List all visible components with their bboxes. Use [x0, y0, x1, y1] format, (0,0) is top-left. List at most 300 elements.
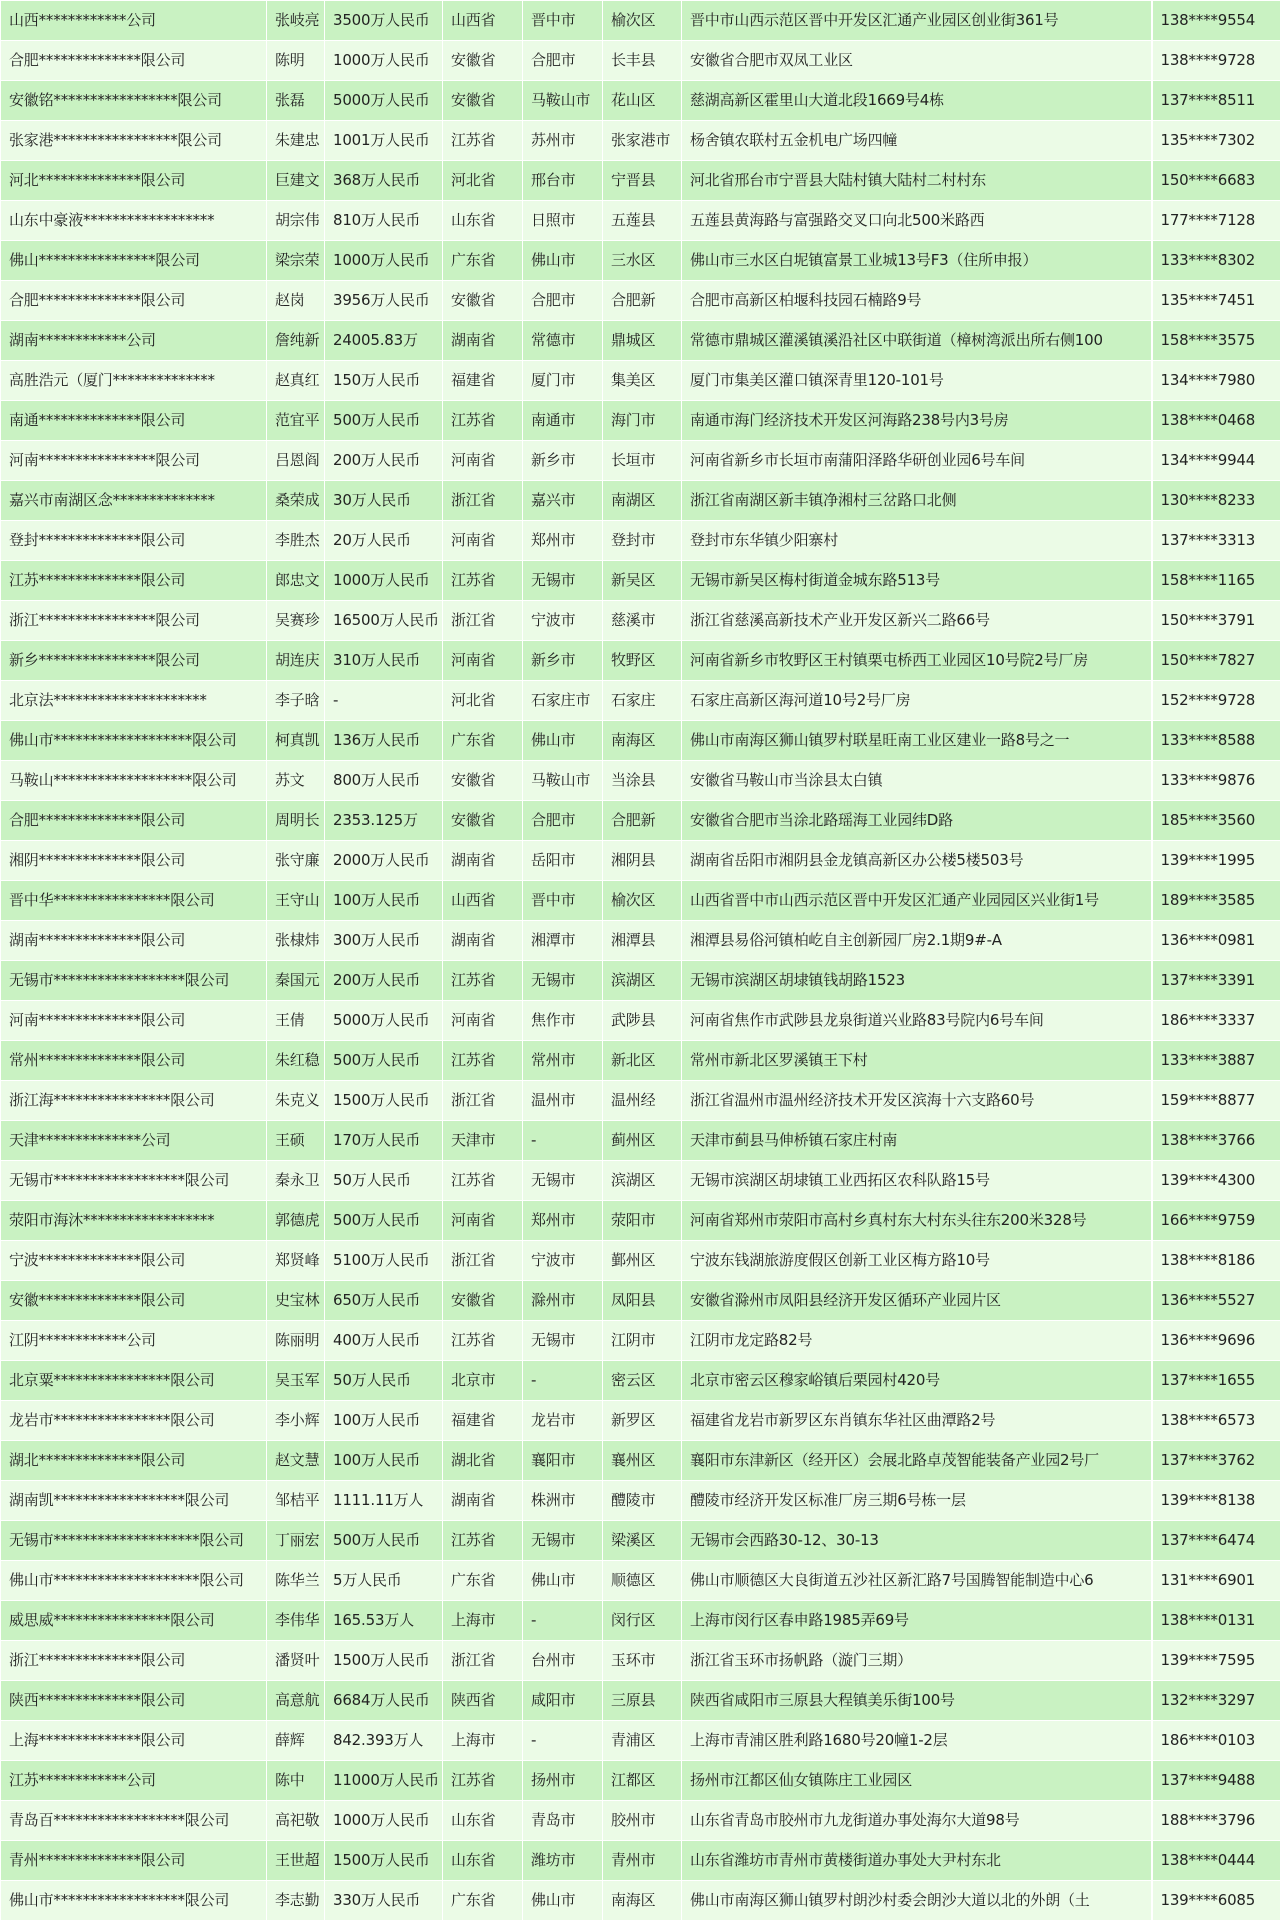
table-row[interactable]	[1, 1401, 1280, 1441]
city-cell: 邢台市	[523, 161, 603, 201]
address-cell: 福建省龙岩市新罗区东肖镇东华社区曲潭路2号	[682, 1401, 1152, 1441]
legal-person-cell: 李子晗	[267, 681, 325, 721]
company-cell: 佛山市********************限公司	[1, 1561, 267, 1601]
registered-capital-cell: 20万人民币	[325, 521, 443, 561]
table-row[interactable]	[1, 41, 1280, 81]
district-cell: 顺德区	[603, 1561, 682, 1601]
phone-cell: 133****8302	[1152, 241, 1280, 281]
province-cell: 安徽省	[443, 281, 523, 321]
province-cell: 安徽省	[443, 801, 523, 841]
city-cell: 合肥市	[523, 41, 603, 81]
legal-person-cell: 李小辉	[267, 1401, 325, 1441]
registered-capital-cell: 1111.11万人	[325, 1481, 443, 1521]
table-row[interactable]	[1, 1881, 1280, 1921]
province-cell: 江苏省	[443, 401, 523, 441]
company-cell: 佛山市*******************限公司	[1, 721, 267, 761]
province-cell: 河北省	[443, 681, 523, 721]
city-cell: 温州市	[523, 1081, 603, 1121]
address-cell: 山东省潍坊市青州市黄楼街道办事处大尹村东北	[682, 1841, 1152, 1881]
company-cell: 马鞍山*******************限公司	[1, 761, 267, 801]
registered-capital-cell: 500万人民币	[325, 1521, 443, 1561]
district-cell: 青浦区	[603, 1721, 682, 1761]
address-cell: 河南省新乡市牧野区王村镇栗屯桥西工业园区10号院2号厂房	[682, 641, 1152, 681]
address-cell: 河北省邢台市宁晋县大陆村镇大陆村二村村东	[682, 161, 1152, 201]
phone-cell: 158****3575	[1152, 321, 1280, 361]
table-row[interactable]	[1, 1761, 1280, 1801]
province-cell: 湖南省	[443, 921, 523, 961]
address-cell: 天津市蓟县马伸桥镇石家庄村南	[682, 1121, 1152, 1161]
phone-cell: 136****5527	[1152, 1281, 1280, 1321]
province-cell: 安徽省	[443, 761, 523, 801]
legal-person-cell: 王倩	[267, 1001, 325, 1041]
legal-person-cell: 张守廉	[267, 841, 325, 881]
table-row[interactable]	[1, 1641, 1280, 1681]
phone-cell: 138****8186	[1152, 1241, 1280, 1281]
district-cell: 宁晋县	[603, 161, 682, 201]
table-row[interactable]	[1, 1801, 1280, 1841]
table-row[interactable]	[1, 641, 1280, 681]
province-cell: 广东省	[443, 1881, 523, 1921]
table-row[interactable]	[1, 441, 1280, 481]
phone-cell: 134****9944	[1152, 441, 1280, 481]
address-cell: 无锡市新吴区梅村街道金城东路513号	[682, 561, 1152, 601]
table-row[interactable]	[1, 241, 1280, 281]
district-cell: 集美区	[603, 361, 682, 401]
city-cell: -	[523, 1121, 603, 1161]
district-cell: 牧野区	[603, 641, 682, 681]
company-cell: 浙江**************限公司	[1, 1641, 267, 1681]
phone-cell: 136****9696	[1152, 1321, 1280, 1361]
district-cell: 五莲县	[603, 201, 682, 241]
registered-capital-cell: 1000万人民币	[325, 561, 443, 601]
legal-person-cell: 朱克义	[267, 1081, 325, 1121]
legal-person-cell: 王世超	[267, 1841, 325, 1881]
district-cell: 海门市	[603, 401, 682, 441]
table-row[interactable]	[1, 201, 1280, 241]
city-cell: 扬州市	[523, 1761, 603, 1801]
table-row[interactable]	[1, 81, 1280, 121]
district-cell: 滨湖区	[603, 1161, 682, 1201]
registered-capital-cell: 100万人民币	[325, 1441, 443, 1481]
province-cell: 浙江省	[443, 1641, 523, 1681]
table-row[interactable]	[1, 1561, 1280, 1601]
table-row[interactable]	[1, 1521, 1280, 1561]
company-cell: 青岛百******************限公司	[1, 1801, 267, 1841]
district-cell: 武陟县	[603, 1001, 682, 1041]
address-cell: 厦门市集美区灌口镇深青里120-101号	[682, 361, 1152, 401]
legal-person-cell: 吴玉军	[267, 1361, 325, 1401]
company-cell: 合肥**************限公司	[1, 801, 267, 841]
phone-cell: 138****0444	[1152, 1841, 1280, 1881]
address-cell: 扬州市江都区仙女镇陈庄工业园区	[682, 1761, 1152, 1801]
table-row[interactable]	[1, 1, 1280, 41]
city-cell: 合肥市	[523, 801, 603, 841]
district-cell: 登封市	[603, 521, 682, 561]
district-cell: 合肥新	[603, 801, 682, 841]
company-cell: 无锡市********************限公司	[1, 1521, 267, 1561]
district-cell: 蓟州区	[603, 1121, 682, 1161]
address-cell: 河南省郑州市荥阳市高村乡真村东大村东头往东200米328号	[682, 1201, 1152, 1241]
company-cell: 上海**************限公司	[1, 1721, 267, 1761]
table-row[interactable]	[1, 801, 1280, 841]
phone-cell: 138****3766	[1152, 1121, 1280, 1161]
province-cell: 山西省	[443, 881, 523, 921]
city-cell: 郑州市	[523, 521, 603, 561]
legal-person-cell: 张岐亮	[267, 1, 325, 41]
phone-cell: 137****8511	[1152, 81, 1280, 121]
city-cell: 咸阳市	[523, 1681, 603, 1721]
district-cell: 长垣市	[603, 441, 682, 481]
registered-capital-cell: 5100万人民币	[325, 1241, 443, 1281]
city-cell: 佛山市	[523, 721, 603, 761]
company-cell: 湖南************公司	[1, 321, 267, 361]
registered-capital-cell: 1001万人民币	[325, 121, 443, 161]
province-cell: 广东省	[443, 721, 523, 761]
table-row[interactable]	[1, 1721, 1280, 1761]
registered-capital-cell: 1000万人民币	[325, 41, 443, 81]
company-cell: 常州**************限公司	[1, 1041, 267, 1081]
city-cell: 无锡市	[523, 1321, 603, 1361]
table-row[interactable]	[1, 1681, 1280, 1721]
province-cell: 福建省	[443, 1401, 523, 1441]
table-row[interactable]	[1, 361, 1280, 401]
company-cell: 晋中华****************限公司	[1, 881, 267, 921]
registered-capital-cell: 500万人民币	[325, 1201, 443, 1241]
table-row[interactable]	[1, 161, 1280, 201]
address-cell: 佛山市三水区白坭镇富景工业城13号F3（住所申报）	[682, 241, 1152, 281]
phone-cell: 166****9759	[1152, 1201, 1280, 1241]
registered-capital-cell: 1500万人民币	[325, 1841, 443, 1881]
table-row[interactable]	[1, 1841, 1280, 1881]
legal-person-cell: 巨建文	[267, 161, 325, 201]
table-row[interactable]	[1, 1121, 1280, 1161]
phone-cell: 137****3391	[1152, 961, 1280, 1001]
district-cell: 南湖区	[603, 481, 682, 521]
table-row[interactable]	[1, 601, 1280, 641]
phone-cell: 133****3887	[1152, 1041, 1280, 1081]
registered-capital-cell: 11000万人民币	[325, 1761, 443, 1801]
province-cell: 湖南省	[443, 841, 523, 881]
province-cell: 河南省	[443, 441, 523, 481]
province-cell: 陕西省	[443, 1681, 523, 1721]
phone-cell: 139****4300	[1152, 1161, 1280, 1201]
phone-cell: 133****9876	[1152, 761, 1280, 801]
city-cell: 青岛市	[523, 1801, 603, 1841]
city-cell: 马鞍山市	[523, 81, 603, 121]
registered-capital-cell: 368万人民币	[325, 161, 443, 201]
legal-person-cell: 王守山	[267, 881, 325, 921]
address-cell: 无锡市滨湖区胡埭镇钱胡路1523	[682, 961, 1152, 1001]
phone-cell: 159****8877	[1152, 1081, 1280, 1121]
table-row[interactable]	[1, 321, 1280, 361]
table-row[interactable]	[1, 841, 1280, 881]
table-row[interactable]	[1, 1481, 1280, 1521]
table-row[interactable]	[1, 1041, 1280, 1081]
registered-capital-cell: -	[325, 681, 443, 721]
province-cell: 湖南省	[443, 1481, 523, 1521]
district-cell: 新北区	[603, 1041, 682, 1081]
company-cell: 青州**************限公司	[1, 1841, 267, 1881]
company-cell: 湖南**************限公司	[1, 921, 267, 961]
district-cell: 江都区	[603, 1761, 682, 1801]
table-row[interactable]	[1, 561, 1280, 601]
district-cell: 新吴区	[603, 561, 682, 601]
table-row[interactable]	[1, 681, 1280, 721]
table-row[interactable]	[1, 1161, 1280, 1201]
city-cell: 郑州市	[523, 1201, 603, 1241]
district-cell: 醴陵市	[603, 1481, 682, 1521]
district-cell: 榆次区	[603, 881, 682, 921]
phone-cell: 134****7980	[1152, 361, 1280, 401]
phone-cell: 177****7128	[1152, 201, 1280, 241]
city-cell: 马鞍山市	[523, 761, 603, 801]
company-cell: 嘉兴市南湖区念**************	[1, 481, 267, 521]
city-cell: 佛山市	[523, 241, 603, 281]
legal-person-cell: 丁丽宏	[267, 1521, 325, 1561]
legal-person-cell: 周明长	[267, 801, 325, 841]
table-row[interactable]	[1, 721, 1280, 761]
table-row[interactable]	[1, 1001, 1280, 1041]
registered-capital-cell: 310万人民币	[325, 641, 443, 681]
company-cell: 江阴************公司	[1, 1321, 267, 1361]
registered-capital-cell: 6684万人民币	[325, 1681, 443, 1721]
city-cell: 南通市	[523, 401, 603, 441]
address-cell: 醴陵市经济开发区标准厂房三期6号栋一层	[682, 1481, 1152, 1521]
province-cell: 湖南省	[443, 321, 523, 361]
table-body	[1, 1, 1280, 1921]
company-cell: 威思威****************限公司	[1, 1601, 267, 1641]
city-cell: -	[523, 1601, 603, 1641]
table-row[interactable]	[1, 1361, 1280, 1401]
address-cell: 合肥市高新区柏堰科技园石楠路9号	[682, 281, 1152, 321]
province-cell: 山西省	[443, 1, 523, 41]
legal-person-cell: 郑贤峰	[267, 1241, 325, 1281]
district-cell: 荥阳市	[603, 1201, 682, 1241]
province-cell: 河南省	[443, 521, 523, 561]
province-cell: 福建省	[443, 361, 523, 401]
registered-capital-cell: 170万人民币	[325, 1121, 443, 1161]
district-cell: 湘潭县	[603, 921, 682, 961]
address-cell: 北京市密云区穆家峪镇后栗园村420号	[682, 1361, 1152, 1401]
district-cell: 玉环市	[603, 1641, 682, 1681]
company-cell: 陕西**************限公司	[1, 1681, 267, 1721]
table-row[interactable]	[1, 401, 1280, 441]
legal-person-cell: 陈中	[267, 1761, 325, 1801]
table-row[interactable]	[1, 1441, 1280, 1481]
province-cell: 上海市	[443, 1601, 523, 1641]
company-cell: 荥阳市海沐******************	[1, 1201, 267, 1241]
legal-person-cell: 苏文	[267, 761, 325, 801]
registered-capital-cell: 5万人民币	[325, 1561, 443, 1601]
table-row[interactable]	[1, 1601, 1280, 1641]
table-row[interactable]	[1, 761, 1280, 801]
address-cell: 安徽省滁州市凤阳县经济开发区循环产业园片区	[682, 1281, 1152, 1321]
table-row[interactable]	[1, 1081, 1280, 1121]
address-cell: 浙江省慈溪高新技术产业开发区新兴二路66号	[682, 601, 1152, 641]
address-cell: 浙江省温州市温州经济技术开发区滨海十六支路60号	[682, 1081, 1152, 1121]
province-cell: 广东省	[443, 241, 523, 281]
phone-cell: 185****3560	[1152, 801, 1280, 841]
city-cell: 日照市	[523, 201, 603, 241]
registered-capital-cell: 30万人民币	[325, 481, 443, 521]
legal-person-cell: 胡连庆	[267, 641, 325, 681]
table-row[interactable]	[1, 1321, 1280, 1361]
address-cell: 晋中市山西示范区晋中开发区汇通产业园区创业街361号	[682, 1, 1152, 41]
province-cell: 江苏省	[443, 961, 523, 1001]
registered-capital-cell: 150万人民币	[325, 361, 443, 401]
legal-person-cell: 赵真红	[267, 361, 325, 401]
legal-person-cell: 张磊	[267, 81, 325, 121]
legal-person-cell: 桑荣成	[267, 481, 325, 521]
company-cell: 江苏**************限公司	[1, 561, 267, 601]
legal-person-cell: 陈华兰	[267, 1561, 325, 1601]
phone-cell: 135****7302	[1152, 121, 1280, 161]
registered-capital-cell: 5000万人民币	[325, 81, 443, 121]
address-cell: 南通市海门经济技术开发区河海路238号内3号房	[682, 401, 1152, 441]
legal-person-cell: 朱建忠	[267, 121, 325, 161]
company-cell: 宁波**************限公司	[1, 1241, 267, 1281]
legal-person-cell: 薛辉	[267, 1721, 325, 1761]
province-cell: 浙江省	[443, 601, 523, 641]
phone-cell: 186****3337	[1152, 1001, 1280, 1041]
registered-capital-cell: 5000万人民币	[325, 1001, 443, 1041]
address-cell: 安徽省合肥市双凤工业区	[682, 41, 1152, 81]
province-cell: 浙江省	[443, 481, 523, 521]
table-row[interactable]	[1, 881, 1280, 921]
table-row[interactable]	[1, 1201, 1280, 1241]
legal-person-cell: 郎忠文	[267, 561, 325, 601]
phone-cell: 135****7451	[1152, 281, 1280, 321]
legal-person-cell: 陈明	[267, 41, 325, 81]
city-cell: 株洲市	[523, 1481, 603, 1521]
province-cell: 天津市	[443, 1121, 523, 1161]
registered-capital-cell: 400万人民币	[325, 1321, 443, 1361]
table-row[interactable]	[1, 281, 1280, 321]
city-cell: 台州市	[523, 1641, 603, 1681]
province-cell: 安徽省	[443, 1281, 523, 1321]
legal-person-cell: 李伟华	[267, 1601, 325, 1641]
district-cell: 三水区	[603, 241, 682, 281]
district-cell: 慈溪市	[603, 601, 682, 641]
company-cell: 江苏************公司	[1, 1761, 267, 1801]
phone-cell: 158****1165	[1152, 561, 1280, 601]
district-cell: 江阴市	[603, 1321, 682, 1361]
registered-capital-cell: 16500万人民币	[325, 601, 443, 641]
city-cell: 厦门市	[523, 361, 603, 401]
registered-capital-cell: 1500万人民币	[325, 1641, 443, 1681]
city-cell: 无锡市	[523, 561, 603, 601]
table-row[interactable]	[1, 1241, 1280, 1281]
address-cell: 佛山市顺德区大良街道五沙社区新汇路7号国腾智能制造中心6	[682, 1561, 1152, 1601]
district-cell: 榆次区	[603, 1, 682, 41]
province-cell: 江苏省	[443, 1521, 523, 1561]
address-cell: 无锡市会西路30-12、30-13	[682, 1521, 1152, 1561]
table-row[interactable]	[1, 121, 1280, 161]
province-cell: 上海市	[443, 1721, 523, 1761]
address-cell: 陕西省咸阳市三原县大程镇美乐街100号	[682, 1681, 1152, 1721]
company-cell: 北京粟****************限公司	[1, 1361, 267, 1401]
city-cell: -	[523, 1721, 603, 1761]
company-cell: 湘阴**************限公司	[1, 841, 267, 881]
legal-person-cell: 邹桔平	[267, 1481, 325, 1521]
registered-capital-cell: 50万人民币	[325, 1361, 443, 1401]
province-cell: 河南省	[443, 1201, 523, 1241]
table-row[interactable]	[1, 521, 1280, 561]
phone-cell: 137****3313	[1152, 521, 1280, 561]
address-cell: 河南省新乡市长垣市南蒲阳泽路华研创业园6号车间	[682, 441, 1152, 481]
district-cell: 闵行区	[603, 1601, 682, 1641]
table-row[interactable]	[1, 921, 1280, 961]
city-cell: 宁波市	[523, 601, 603, 641]
registered-capital-cell: 3956万人民币	[325, 281, 443, 321]
phone-cell: 137****3762	[1152, 1441, 1280, 1481]
province-cell: 浙江省	[443, 1241, 523, 1281]
legal-person-cell: 胡宗伟	[267, 201, 325, 241]
phone-cell: 137****6474	[1152, 1521, 1280, 1561]
city-cell: 新乡市	[523, 441, 603, 481]
city-cell: 湘潭市	[523, 921, 603, 961]
legal-person-cell: 陈丽明	[267, 1321, 325, 1361]
city-cell: 无锡市	[523, 961, 603, 1001]
company-cell: 山东中豪液******************	[1, 201, 267, 241]
province-cell: 山东省	[443, 1801, 523, 1841]
province-cell: 安徽省	[443, 41, 523, 81]
registered-capital-cell: 2000万人民币	[325, 841, 443, 881]
province-cell: 河北省	[443, 161, 523, 201]
district-cell: 密云区	[603, 1361, 682, 1401]
district-cell: 温州经	[603, 1081, 682, 1121]
company-cell: 佛山市******************限公司	[1, 1881, 267, 1921]
company-cell: 浙江****************限公司	[1, 601, 267, 641]
registered-capital-cell: 500万人民币	[325, 1041, 443, 1081]
company-cell: 河北**************限公司	[1, 161, 267, 201]
phone-cell: 150****7827	[1152, 641, 1280, 681]
address-cell: 登封市东华镇少阳寨村	[682, 521, 1152, 561]
address-cell: 浙江省南湖区新丰镇净湘村三岔路口北侧	[682, 481, 1152, 521]
legal-person-cell: 詹纯新	[267, 321, 325, 361]
city-cell: 岳阳市	[523, 841, 603, 881]
company-cell: 无锡市******************限公司	[1, 1161, 267, 1201]
table-row[interactable]	[1, 961, 1280, 1001]
address-cell: 山西省晋中市山西示范区晋中开发区汇通产业园园区兴业街1号	[682, 881, 1152, 921]
phone-cell: 131****6901	[1152, 1561, 1280, 1601]
address-cell: 湘潭县易俗河镇柏屹自主创新园厂房2.1期9#-A	[682, 921, 1152, 961]
city-cell: 宁波市	[523, 1241, 603, 1281]
city-cell: 常州市	[523, 1041, 603, 1081]
legal-person-cell: 范宜平	[267, 401, 325, 441]
company-cell: 佛山****************限公司	[1, 241, 267, 281]
phone-cell: 139****7595	[1152, 1641, 1280, 1681]
city-cell: 合肥市	[523, 281, 603, 321]
table-row[interactable]	[1, 1281, 1280, 1321]
company-cell: 河南****************限公司	[1, 441, 267, 481]
company-cell: 无锡市******************限公司	[1, 961, 267, 1001]
registered-capital-cell: 165.53万人	[325, 1601, 443, 1641]
table-row[interactable]	[1, 481, 1280, 521]
registered-capital-cell: 100万人民币	[325, 1401, 443, 1441]
city-cell: 嘉兴市	[523, 481, 603, 521]
province-cell: 江苏省	[443, 1321, 523, 1361]
phone-cell: 139****6085	[1152, 1881, 1280, 1921]
registered-capital-cell: 200万人民币	[325, 441, 443, 481]
legal-person-cell: 高意航	[267, 1681, 325, 1721]
company-cell: 山西************公司	[1, 1, 267, 41]
legal-person-cell: 李志勤	[267, 1881, 325, 1921]
province-cell: 河南省	[443, 1001, 523, 1041]
city-cell: 常德市	[523, 321, 603, 361]
address-cell: 杨舍镇农联村五金机电广场四幢	[682, 121, 1152, 161]
province-cell: 山东省	[443, 201, 523, 241]
